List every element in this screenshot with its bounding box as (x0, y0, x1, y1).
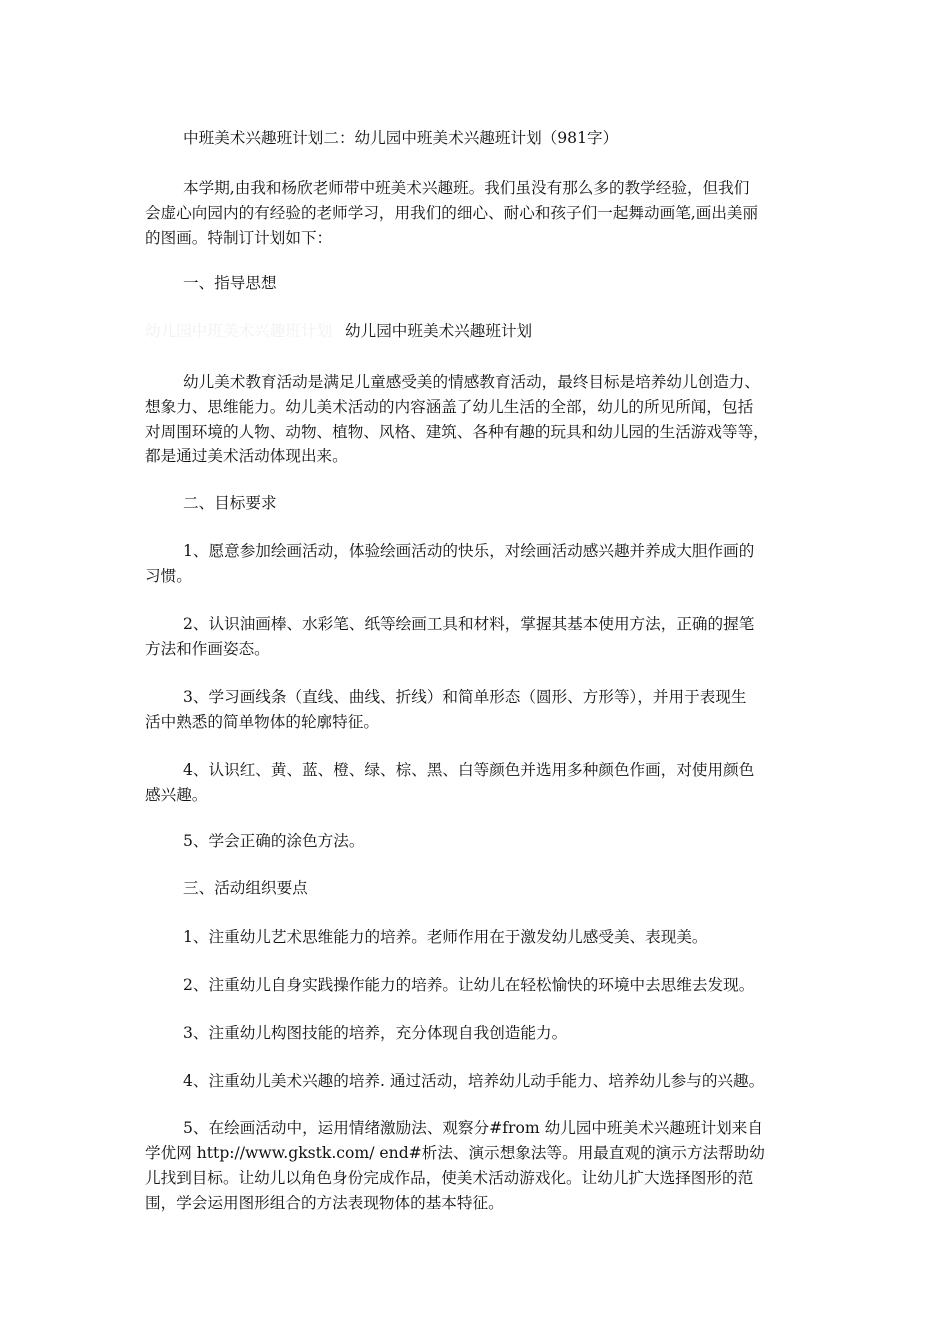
goal-item: 活中熟悉的简单物体的轮廓特征。 (145, 713, 379, 731)
intro-line: 的图画。特制订计划如下： (145, 229, 333, 247)
goal-item: 5、学会正确的涂色方法。 (183, 832, 365, 850)
intro-line: 会虚心向园内的有经验的老师学习，用我们的细心、耐心和孩子们一起舞动画笔,画出美丽 (145, 204, 759, 222)
goal-item: 4、认识红、黄、蓝、橙、绿、棕、黑、白等颜色并选用多种颜色作画，对使用颜色 (183, 761, 755, 779)
paragraph-line: 幼儿美术教育活动是满足儿童感受美的情感教育活动，最终目标是培养幼儿创造力、 (183, 373, 760, 391)
document-title: 中班美术兴趣班计划二：幼儿园中班美术兴趣班计划（981字） (183, 129, 619, 147)
goal-item: 1、愿意参加绘画活动，体验绘画活动的快乐，对绘画活动感兴趣并养成大胆作画的 (183, 542, 755, 560)
point-item: 5、在绘画活动中，运用情绪激励法、观察分#from 幼儿园中班美术兴趣班计划来自 (183, 1119, 763, 1137)
point-item: 学优网 http://www.gkstk.com/ end#析法、演示想象法等。用最直观的演示方法帮助幼 (145, 1144, 765, 1162)
point-item: 1、注重幼儿艺术思维能力的培养。老师作用在于激发幼儿感受美、表现美。 (183, 928, 708, 946)
goal-item: 习惯。 (145, 567, 192, 585)
point-item: 4、注重幼儿美术兴趣的培养. 通过活动，培养幼儿动手能力、培养幼儿参与的兴趣。 (183, 1072, 765, 1090)
section-heading: 二、目标要求 (183, 494, 277, 512)
point-item: 儿找到目标。让幼儿以角色身份完成作品，使美术活动游戏化。让幼儿扩大选择图形的范 (145, 1169, 754, 1187)
paragraph-line: 对周围环境的人物、动物、植物、风格、建筑、各种有趣的玩具和幼儿园的生活游戏等等， (145, 423, 769, 441)
goal-item: 方法和作画姿态。 (145, 640, 270, 658)
goal-item: 3、学习画线条（直线、曲线、折线）和简单形态（圆形、方形等），并用于表现生 (183, 688, 747, 706)
caption-text: 幼儿园中班美术兴趣班计划 (345, 322, 533, 340)
section-heading: 一、指导思想 (183, 274, 277, 292)
point-item: 3、注重幼儿构图技能的培养，充分体现自我创造能力。 (183, 1024, 568, 1042)
paragraph-line: 都是通过美术活动体现出来。 (145, 447, 348, 465)
goal-item: 感兴趣。 (145, 786, 208, 804)
point-item: 围，学会运用图形组合的方法表现物体的基本特征。 (145, 1194, 504, 1212)
point-item: 2、注重幼儿自身实践操作能力的培养。让幼儿在轻松愉快的环境中去思维去发现。 (183, 976, 755, 994)
paragraph-line: 想象力、思维能力。幼儿美术活动的内容涵盖了幼儿生活的全部，幼儿的所见所闻，包括 (145, 398, 754, 416)
intro-line: 本学期,由我和杨欣老师带中班美术兴趣班。我们虽没有那么多的教学经验，但我们 (183, 179, 750, 197)
goal-item: 2、认识油画棒、水彩笔、纸等绘画工具和材料，掌握其基本使用方法，正确的握笔 (183, 615, 755, 633)
watermark-text: 幼儿园中班美术兴趣班计划 (145, 322, 333, 340)
section-heading: 三、活动组织要点 (183, 879, 308, 897)
